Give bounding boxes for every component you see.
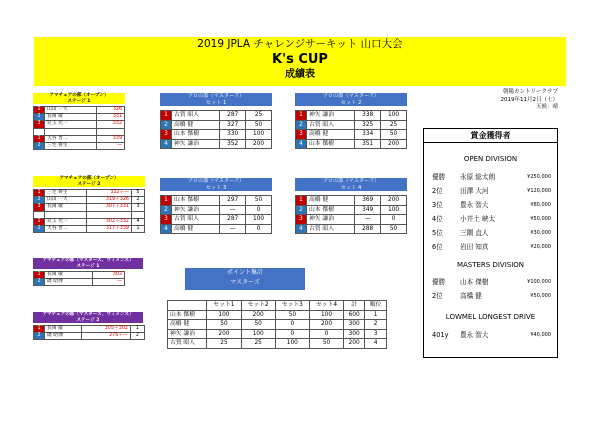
prize-row [424, 201, 557, 215]
score: 369 [355, 196, 381, 206]
rank-cell: 1 [296, 111, 307, 121]
rank-cell: 2 [34, 333, 45, 340]
table-row [296, 205, 407, 215]
event-title: 2019 JPLA チャレンジサーキット 山口大会 [197, 38, 403, 50]
section-subtitle: セット 1 [160, 100, 272, 107]
points: 50 [246, 196, 272, 206]
value-cell: 300 [344, 329, 365, 339]
player-name: 長岡 敏 [45, 114, 97, 121]
prize-place: 2位 [432, 292, 443, 300]
score: 287 [220, 215, 246, 225]
prize-name: 豊永 智大 [460, 331, 489, 339]
player-name: 三宅 将生 [45, 190, 87, 197]
venue: 朝陽カントリークラブ [502, 89, 558, 95]
value-cell: 0 [275, 329, 309, 339]
value-cell: 50 [309, 339, 343, 349]
player-name: 神矢 謙治 [307, 111, 355, 121]
player-name: 神矢 謙治 [307, 215, 355, 225]
points-table [167, 300, 387, 349]
table-row [34, 225, 145, 232]
section-subtitle: ステージ 2 [33, 182, 145, 188]
player-name: 兒玉 光一 [45, 121, 97, 128]
points: 50 [381, 130, 407, 140]
prize-amount: ¥80,000 [530, 202, 551, 208]
column-header: 計 [344, 301, 365, 311]
prize-place: 6位 [432, 243, 443, 251]
score: 288 [355, 224, 381, 234]
section-title: アマチュアの部（マスターズ、ウィメンズ） [33, 258, 143, 264]
results-table [33, 271, 125, 286]
placing: 3 [131, 204, 144, 211]
score: 339 [96, 135, 124, 142]
section-title: アマチュアの部（オープン） [33, 176, 145, 182]
placing: 4 [131, 218, 144, 225]
rank-cell: 2 [34, 142, 45, 149]
player-name [45, 211, 87, 218]
prize-row [424, 292, 557, 306]
points: 100 [381, 111, 407, 121]
points: 25 [381, 120, 407, 130]
prize-row [424, 215, 557, 229]
value-cell: 50 [241, 320, 275, 330]
rank-cell: 1 [34, 135, 45, 142]
player-name: 山田 一大 [45, 107, 97, 114]
player-name: 神矢 謙治 [172, 205, 220, 215]
table-row [161, 139, 272, 149]
rank-cell [34, 211, 45, 218]
player-name: 山本 傑樹 [307, 139, 355, 149]
score: 327 [220, 120, 246, 130]
prize-name: 小井土 峡太 [460, 215, 496, 223]
table-row [34, 279, 125, 286]
open-division-heading: OPEN DIVISION [463, 155, 518, 163]
table-row [34, 333, 145, 340]
amateur-open-stage1 [33, 93, 125, 150]
score: 334 [355, 130, 381, 140]
table-row [168, 310, 387, 320]
value-cell: 600 [344, 310, 365, 320]
placing: 2 [131, 197, 144, 204]
table-row [161, 215, 272, 225]
value-cell: 50 [207, 320, 241, 330]
value-cell: 0 [275, 320, 309, 330]
score: — [96, 142, 124, 149]
pro-set-3 [160, 178, 272, 234]
score: 352 [220, 139, 246, 149]
points: 25 [246, 111, 272, 121]
points: 50 [381, 224, 407, 234]
score: 351 [355, 139, 381, 149]
value-cell: 100 [309, 310, 343, 320]
table-row [296, 196, 407, 206]
score [86, 211, 131, 218]
rank-cell: 2 [34, 279, 45, 286]
table-row [34, 326, 145, 333]
prize-row [424, 243, 557, 257]
value-cell: 0 [309, 329, 343, 339]
prize-place: 3位 [432, 201, 443, 209]
prize-amount: ¥100,000 [527, 279, 551, 285]
prize-title: 賞金獲得者 [424, 129, 557, 143]
prize-amount: ¥250,000 [527, 174, 551, 180]
amateur-open-stage2 [33, 176, 145, 233]
points: 0 [381, 215, 407, 225]
points: 50 [246, 120, 272, 130]
results-table [160, 110, 272, 149]
value-cell: 200 [309, 320, 343, 330]
header-cell [168, 301, 207, 311]
value-cell: 100 [275, 339, 309, 349]
results-table [295, 195, 407, 234]
pro-set-2 [295, 93, 407, 149]
prize-place: 4位 [432, 215, 443, 223]
score: 332＋— [86, 190, 131, 197]
prize-name: 山本 傑樹 [460, 278, 489, 286]
score: — [355, 215, 381, 225]
weather: 天候：晴 [535, 104, 558, 110]
prize-place: 優勝 [432, 278, 446, 286]
player-name: 礎 昭博 [45, 279, 93, 286]
player-name: 高橋 健 [172, 120, 220, 130]
rank-cell: 2 [161, 205, 172, 215]
section-subtitle: ステージ 1 [33, 264, 143, 270]
table-row [296, 120, 407, 130]
prize-place: 2位 [432, 187, 443, 195]
player-name: 大谷 晋二 [45, 135, 97, 142]
score: 332 [96, 121, 124, 128]
prize-name: 豊永 智大 [460, 201, 489, 209]
rank-cell: 2 [34, 197, 45, 204]
player-name: 古賀 昭人 [172, 215, 220, 225]
player-name: 長岡 敏 [45, 204, 87, 211]
value-cell: 50 [275, 310, 309, 320]
rank-cell [34, 128, 45, 135]
value-cell: 4 [365, 339, 387, 349]
points-title: ポイント集計 [226, 269, 263, 276]
prize-amount: ¥120,000 [527, 188, 551, 194]
section-title: プロの部（マスターズ） [160, 178, 272, 185]
prize-place: 401y [432, 331, 449, 339]
player-name: 兒玉 光一 [45, 218, 87, 225]
table-row [296, 224, 407, 234]
value-cell: 3 [365, 329, 387, 339]
rank-cell: 4 [161, 139, 172, 149]
section-subtitle: セット 2 [295, 100, 407, 107]
prize-row [424, 187, 557, 201]
section-title: プロの部（マスターズ） [295, 93, 407, 100]
player-name: 神矢 謙治 [172, 139, 220, 149]
table-row [296, 139, 407, 149]
rank-cell: 4 [161, 224, 172, 234]
player-name: 大谷 晋二 [45, 225, 87, 232]
value-cell: 25 [207, 339, 241, 349]
score: 326 [96, 107, 124, 114]
prize-amount: ¥20,000 [530, 244, 551, 250]
rank-cell: 2 [296, 120, 307, 130]
player-name: 高橋 健 [172, 224, 220, 234]
value-cell: 300 [344, 320, 365, 330]
score: 325 [355, 120, 381, 130]
title-banner [34, 37, 566, 86]
rank-cell: 2 [296, 205, 307, 215]
rank-cell: 3 [296, 130, 307, 140]
section-subtitle: ステージ 2 [33, 318, 143, 324]
score: 330 [220, 130, 246, 140]
score: — [92, 279, 124, 286]
section-subtitle: ステージ 1 [33, 99, 125, 105]
prize-amount: ¥50,000 [530, 293, 551, 299]
score: 317＋339 [86, 225, 131, 232]
player-name: 古賀 昭人 [307, 120, 355, 130]
rank-cell: 3 [296, 215, 307, 225]
prize-row [424, 173, 557, 187]
prize-place: 5位 [432, 229, 443, 237]
table-row [34, 121, 125, 128]
table-row [296, 130, 407, 140]
rank-cell: 1 [296, 196, 307, 206]
event-date: 2019年11月2日（土） [500, 96, 558, 103]
score [96, 128, 124, 135]
rank-cell: 2 [34, 225, 45, 232]
rank-cell: 1 [34, 272, 45, 279]
prize-place: 優勝 [432, 173, 446, 181]
table-row [34, 135, 125, 142]
points-header [185, 268, 305, 290]
section-title: プロの部（マスターズ） [295, 178, 407, 185]
table-row [161, 111, 272, 121]
value-cell: 25 [241, 339, 275, 349]
placing [131, 211, 144, 218]
player-name: 高橋 健 [168, 320, 207, 330]
table-row [161, 196, 272, 206]
value-cell: 200 [344, 339, 365, 349]
table-row [161, 205, 272, 215]
table-row [34, 272, 125, 279]
prize-row [424, 278, 557, 292]
score: 319＋326 [86, 197, 131, 204]
prize-name: 三隅 直人 [460, 229, 489, 237]
points-subtitle: マスターズ [230, 279, 260, 286]
prize-name: 田澤 大河 [460, 187, 489, 195]
value-cell: 200 [207, 329, 241, 339]
table-row [34, 107, 125, 114]
player-name: 山本 傑樹 [172, 130, 220, 140]
results-table [160, 195, 272, 234]
prize-name: 岩田 知真 [460, 243, 489, 251]
player-name: 山本 傑樹 [172, 196, 220, 206]
player-name: 神矢 謙治 [168, 329, 207, 339]
section-subtitle: セット 4 [295, 185, 407, 192]
table-row [34, 197, 145, 204]
table-row [34, 218, 145, 225]
table-row [34, 204, 145, 211]
table-row [34, 114, 125, 121]
points: 200 [246, 139, 272, 149]
player-name: 礎 昭博 [45, 333, 82, 340]
table-row [161, 130, 272, 140]
rank-cell: 2 [161, 120, 172, 130]
score: 331 [96, 114, 124, 121]
player-name: 古賀 昭人 [172, 111, 220, 121]
rank-cell: 1 [34, 218, 45, 225]
prize-amount: ¥40,000 [530, 332, 551, 338]
player-name [45, 128, 97, 135]
rank-cell: 4 [296, 139, 307, 149]
table-row [161, 224, 272, 234]
points: 200 [381, 139, 407, 149]
player-name: 古賀 昭人 [307, 224, 355, 234]
score: 349 [355, 205, 381, 215]
points: 100 [381, 205, 407, 215]
prize-row [424, 229, 557, 243]
section-title: プロの部（マスターズ） [160, 93, 272, 100]
masters-division-heading: MASTERS DIVISION [456, 261, 525, 269]
results-table [33, 106, 125, 150]
value-cell: 2 [365, 320, 387, 330]
section-subtitle: セット 3 [160, 185, 272, 192]
amateur-masters-stage2 [33, 312, 143, 340]
table-row [168, 339, 387, 349]
rank-cell: 1 [34, 326, 45, 333]
player-name: 長岡 敏 [45, 272, 93, 279]
points: 0 [246, 205, 272, 215]
score: 338 [355, 111, 381, 121]
rank-cell: 3 [161, 130, 172, 140]
score: 287 [220, 111, 246, 121]
column-header: セット3 [275, 301, 309, 311]
player-name: 山本 傑樹 [168, 310, 207, 320]
prize-box [423, 128, 558, 358]
results-table [33, 325, 145, 340]
player-name: 長岡 敏 [45, 326, 82, 333]
prize-amount: ¥30,000 [530, 230, 551, 236]
section-title: アマチュアの部（オープン） [33, 93, 125, 99]
score: 307＋331 [86, 204, 131, 211]
player-name: 高橋 健 [307, 130, 355, 140]
value-cell: 100 [207, 310, 241, 320]
points: 0 [246, 224, 272, 234]
points: 200 [381, 196, 407, 206]
placing: 1 [131, 225, 144, 232]
value-cell: 100 [241, 329, 275, 339]
player-name: 古賀 昭人 [168, 339, 207, 349]
score: 302 [92, 272, 124, 279]
event-meta [501, 89, 559, 112]
event-subtitle: K's CUP [272, 52, 328, 67]
placing: 2 [130, 333, 144, 340]
player-name: 高橋 健 [307, 196, 355, 206]
rank-cell: 3 [34, 121, 45, 128]
rank-cell: 1 [161, 111, 172, 121]
results-table [33, 189, 145, 233]
rank-cell: 3 [161, 215, 172, 225]
score: 302＋332 [86, 218, 131, 225]
table-row [34, 128, 125, 135]
sheet-title: 成績表 [285, 69, 315, 80]
rank-cell: 4 [296, 224, 307, 234]
column-header: セット4 [309, 301, 343, 311]
pro-set-1 [160, 93, 272, 149]
score: 305＋302 [81, 326, 130, 333]
points: 100 [246, 130, 272, 140]
column-header: 順位 [365, 301, 387, 311]
lowmel-heading: LOWMEL LONGEST DRIVE [445, 313, 536, 321]
points: 100 [246, 215, 272, 225]
score: — [220, 224, 246, 234]
section-title: アマチュアの部（マスターズ、ウィメンズ） [33, 312, 143, 318]
prize-name: 永原 総太朗 [460, 173, 496, 181]
table-row [296, 215, 407, 225]
placing: 1 [130, 326, 144, 333]
table-row [161, 120, 272, 130]
value-cell: 1 [365, 310, 387, 320]
rank-cell: 1 [34, 107, 45, 114]
score: 276＋— [81, 333, 130, 340]
prize-row [424, 331, 557, 345]
table-row [168, 320, 387, 330]
rank-cell: 1 [34, 190, 45, 197]
table-row [34, 142, 125, 149]
prize-amount: ¥50,000 [530, 216, 551, 222]
amateur-masters-stage1 [33, 258, 143, 286]
table-row [34, 211, 145, 218]
rank-cell: 2 [34, 114, 45, 121]
prize-name: 高橋 健 [460, 292, 482, 300]
player-name: 山田 一大 [45, 197, 87, 204]
pro-set-4 [295, 178, 407, 234]
value-cell: 200 [241, 310, 275, 320]
player-name: 山本 傑樹 [307, 205, 355, 215]
player-name: 三宅 将生 [45, 142, 97, 149]
score: — [220, 205, 246, 215]
score: 297 [220, 196, 246, 206]
placing: 5 [131, 190, 144, 197]
column-header: セット2 [241, 301, 275, 311]
table-row [34, 190, 145, 197]
table-row [168, 329, 387, 339]
results-table [295, 110, 407, 149]
column-header: セット1 [207, 301, 241, 311]
rank-cell: 3 [34, 204, 45, 211]
table-row [296, 111, 407, 121]
rank-cell: 1 [161, 196, 172, 206]
